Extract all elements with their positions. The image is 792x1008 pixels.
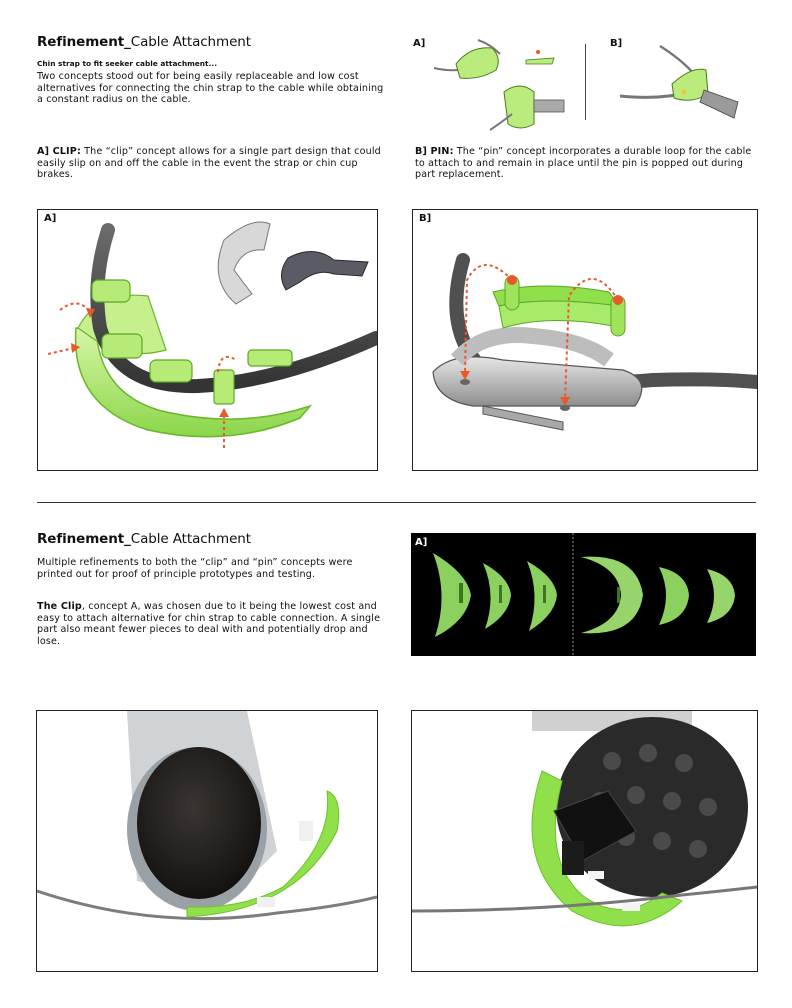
pin-render-frame bbox=[412, 209, 758, 471]
section-divider bbox=[37, 502, 756, 503]
clip-text: The “clip” concept allows for a single part design that could easily slip on and off the cable in the event the strap or chin cup brakes. bbox=[37, 146, 381, 181]
section2-title bbox=[37, 531, 251, 547]
headset-angle-photo bbox=[411, 710, 758, 972]
section1-subtitle: Chin strap to fit seeker cable attachment... bbox=[37, 59, 218, 68]
sketch-divider bbox=[585, 44, 586, 120]
prototypes-illustration bbox=[411, 533, 756, 656]
clip-render-illustration bbox=[38, 210, 377, 470]
section2-title-bold: Refinement_ bbox=[37, 531, 131, 547]
section1-title-rest: Cable Attachment bbox=[130, 34, 251, 50]
prototypes-photo-label: A] bbox=[415, 537, 428, 548]
pin-render-illustration bbox=[413, 210, 757, 470]
clip-chosen-text: , concept A, was chosen due to it being the lowest cost and easy to attach alternative for chin strap to cable connection. A single part also meant fewer pieces to deal with and potentially drop and lose. bbox=[37, 601, 381, 647]
prototypes-photo bbox=[411, 533, 756, 656]
clip-sketch-illustration bbox=[430, 34, 580, 138]
pin-sketch-illustration bbox=[620, 40, 750, 124]
section1-title bbox=[37, 34, 251, 50]
headset-side-photo bbox=[36, 710, 378, 972]
section2-title-rest: Cable Attachment bbox=[130, 531, 251, 547]
headset-angle-illustration bbox=[412, 711, 757, 971]
clip-render-frame bbox=[37, 209, 378, 471]
clip-render-label: A] bbox=[44, 213, 57, 224]
pin-text: The “pin” concept incorporates a durable loop for the cable to attach to and remain in place until the pin is popped out during part replacement. bbox=[415, 146, 752, 181]
section2-paragraph-2 bbox=[37, 601, 387, 647]
headset-side-illustration bbox=[37, 711, 377, 971]
clip-label: A] CLIP: bbox=[37, 146, 81, 157]
pin-label: B] PIN: bbox=[415, 146, 454, 157]
sketch-b-label: B] bbox=[610, 38, 623, 49]
section2-paragraph-1: Multiple refinements to both the “clip” and “pin” concepts were printed out for proof of principle prototypes and testing. bbox=[37, 557, 353, 580]
clip-description bbox=[37, 146, 389, 181]
section1-title-bold: Refinement_ bbox=[37, 34, 131, 50]
clip-chosen-label: The Clip bbox=[37, 601, 82, 612]
sketch-a-label: A] bbox=[413, 38, 426, 49]
pin-render-label: B] bbox=[419, 213, 432, 224]
pin-description bbox=[415, 146, 760, 181]
section1-intro: Two concepts stood out for being easily replaceable and low cost alternatives for connecting the chin strap to the cable while obtaining a constant radius on the cable. bbox=[37, 71, 384, 106]
